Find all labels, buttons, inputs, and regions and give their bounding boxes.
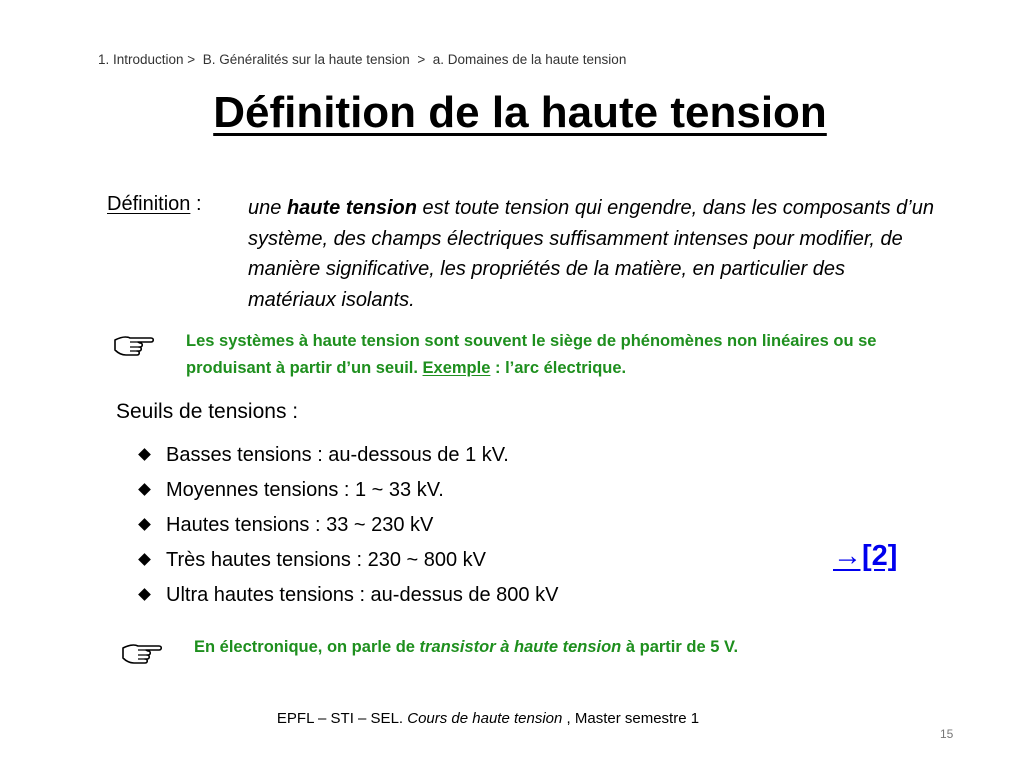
list-item <box>136 472 558 507</box>
diamond-bullet-icon <box>138 448 151 461</box>
thresholds-heading: Seuils de tensions : <box>116 400 299 423</box>
list-item <box>136 577 558 612</box>
example-label: Exemple <box>422 359 491 377</box>
definition-prefix: une <box>248 197 287 219</box>
definition-label <box>107 193 202 216</box>
pointing-hand-icon <box>112 328 156 358</box>
note2-suffix: à partir de 5 V. <box>621 638 739 656</box>
footer-course: Cours de haute tension <box>407 710 563 727</box>
note-electronics <box>194 638 738 657</box>
diamond-bullet-icon <box>138 553 151 566</box>
breadcrumb: 1. Introduction > B. Généralités sur la haute tension > a. Domaines de la haute tension <box>98 52 627 67</box>
pointing-hand-icon <box>120 636 164 666</box>
definition-label-text: Définition <box>107 193 191 215</box>
list-item-text: Très hautes tensions : 230 ~ 800 kV <box>166 548 487 571</box>
note1-example-rest: : l’arc électrique. <box>490 359 627 377</box>
page-number: 15 <box>940 727 954 741</box>
reference-link[interactable]: →[2] <box>833 540 898 572</box>
note2-italic: transistor à haute tension <box>419 638 622 656</box>
list-item-text: Ultra hautes tensions : au-dessus de 800 kV <box>166 583 559 606</box>
definition-colon: : <box>190 193 202 215</box>
list-item <box>136 437 558 472</box>
footer-suffix: , Master semestre 1 <box>562 710 700 727</box>
footer-prefix: EPFL – STI – SEL. <box>276 710 408 727</box>
list-item-text: Moyennes tensions : 1 ~ 33 kV. <box>166 478 444 501</box>
slide-title-text: Définition de la haute tension <box>213 88 827 137</box>
diamond-bullet-icon <box>138 518 151 531</box>
footer <box>0 710 976 727</box>
thresholds-list <box>136 437 558 612</box>
list-item-text: Basses tensions : au-dessous de 1 kV. <box>166 443 509 466</box>
diamond-bullet-icon <box>138 483 151 496</box>
list-item-text: Hautes tensions : 33 ~ 230 kV <box>166 513 434 536</box>
slide-title <box>0 88 1024 138</box>
definition-term: haute tension <box>286 197 417 219</box>
diamond-bullet-icon <box>138 588 151 601</box>
definition-text <box>248 193 938 315</box>
list-item <box>136 542 558 577</box>
definition-body: est toute tension qui engendre, dans les composants d’un système, des champs électriques suffisamment intenses pour modifier, de manière significative, les propriétés de la matière, en particulier des matériaux isolants. <box>248 197 934 311</box>
note-nonlinear-phenomena <box>186 328 906 382</box>
list-item <box>136 507 558 542</box>
note2-prefix: En électronique, on parle de <box>194 638 420 656</box>
note1-text: Les systèmes à haute tension sont souvent le siège de phénomènes non linéaires ou se produisant à partir d’un seuil. <box>186 332 877 377</box>
